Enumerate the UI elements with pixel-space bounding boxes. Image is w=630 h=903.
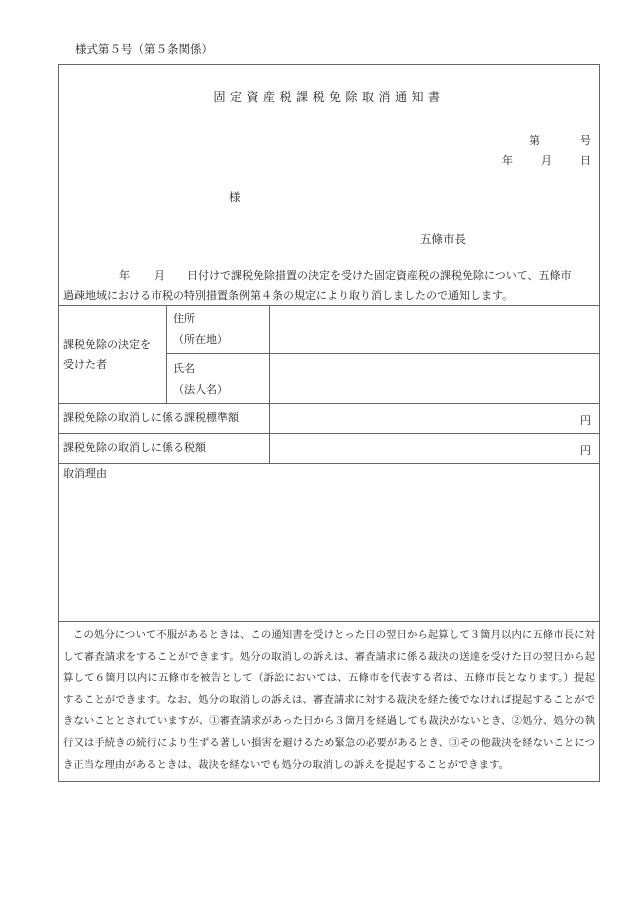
table-top-border	[59, 305, 599, 306]
notice-form	[58, 64, 600, 782]
document-date	[502, 152, 591, 168]
doc-date-day: 日	[580, 154, 591, 167]
reason-row-bottom-border	[59, 621, 599, 622]
address-label	[173, 308, 228, 350]
intro-month: 月	[154, 269, 165, 282]
tax-amount-row-bottom-border	[59, 463, 599, 464]
recipient-header-line-2: 受けた者	[63, 358, 107, 371]
doc-number-dai: 第	[529, 134, 540, 147]
value-column-divider	[269, 305, 270, 463]
tax-amount-yen-unit: 円	[580, 444, 591, 457]
name-label	[173, 358, 228, 400]
recipient-suffix: 様	[229, 190, 241, 204]
tax-base-row-bottom-border	[59, 433, 599, 434]
tax-base-yen-unit: 円	[580, 414, 591, 427]
recipient-header-line-1: 課税免除の決定を	[63, 338, 151, 351]
address-name-divider	[166, 353, 599, 354]
form-number: 様式第５号（第５条関係）	[75, 42, 213, 56]
intro-line-2: 過疎地域における市税の特別措置条例第４条の規定により取り消しましたので通知します。	[63, 289, 514, 302]
tax-amount-label: 課税免除の取消しに係る税額	[63, 441, 206, 454]
intro-paragraph	[63, 266, 593, 306]
address-label-line-1: 住所	[173, 312, 195, 325]
document-title: 固定資産税課税免除取消通知書	[213, 90, 445, 104]
intro-line-1	[63, 266, 593, 286]
doc-date-year: 年	[502, 154, 513, 167]
tax-base-label: 課税免除の取消しに係る課税標準額	[63, 411, 239, 424]
reason-label: 取消理由	[63, 467, 107, 480]
recipient-header	[63, 335, 151, 375]
doc-number-go: 号	[580, 134, 591, 147]
document-number	[529, 132, 591, 148]
appeal-notice-text: この処分について不服があるときは、この通知書を受けとった日の翌日から起算して３箇月以内に五條市長に対して審査請求をすることができます。処分の取消しの訴えは、審査請求に係る裁決の送達を受けた日の翌日から起算して６箇月以内に五條市を被告として（訴訟においては、五條市を代表する者は、五條市長となります。）提起することができます。なお、処分の取消しの訴えは、審査請求に対する裁決を経た後でなければ提起することができないこととされていますが、①審査請求があった日から３箇月を経過しても裁決がないとき、②処分、処分の執行又は手続きの続行により生ずる著しい損害を避けるため緊急の必要があるとき、③その他裁決を経ないことにつき正当な理由があるときは、裁決を経ないでも処分の取消しの訴えを提起することができます。	[63, 629, 595, 771]
recipient-row-bottom-border	[59, 403, 599, 404]
issuer-name: 五條市長	[420, 232, 466, 246]
appeal-notice	[63, 625, 595, 776]
name-label-line-2: （法人名）	[173, 383, 228, 396]
address-label-line-2: （所在地）	[173, 333, 228, 346]
intro-year: 年	[119, 269, 130, 282]
recipient-column-divider	[166, 305, 167, 403]
name-label-line-1: 氏名	[173, 362, 195, 375]
intro-line-1-text: 日付けで課税免除措置の決定を受けた固定資産税の課税免除について、五條市	[187, 269, 572, 282]
doc-date-month: 月	[541, 154, 552, 167]
